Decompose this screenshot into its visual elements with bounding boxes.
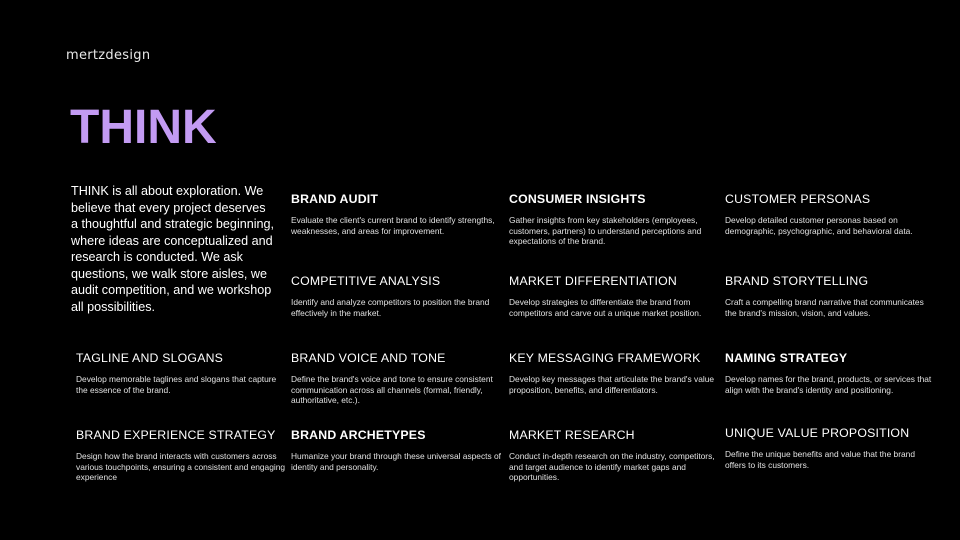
service-card-brand-archetypes [291, 428, 501, 472]
service-description: Develop names for the brand, products, or services that align with the brand's identity and positioning. [725, 374, 932, 395]
service-title: UNIQUE VALUE PROPOSITION [725, 426, 910, 440]
mertzdesign-logo: mertzdesign [66, 48, 151, 63]
service-description: Develop detailed customer personas based on demographic, psychographic, and behavioral data. [725, 215, 913, 236]
service-description: Humanize your brand through these universal aspects of identity and personality. [291, 451, 501, 472]
service-description: Evaluate the client's current brand to identify strengths, weaknesses, and areas for improvement. [291, 215, 495, 236]
service-title: BRAND AUDIT [291, 192, 379, 206]
intro-paragraph: THINK is all about exploration. We believe that every project deserves a thoughtful and strategic beginning, where ideas are conceptualized and research is conducted. We ask questions, we walk store aisles, we audit competition, and we workshop all possibilities. [71, 184, 275, 314]
service-title: CONSUMER INSIGHTS [509, 192, 646, 206]
service-description: Craft a compelling brand narrative that communicates the brand's mission, vision, and values. [725, 297, 924, 318]
service-card-market-research [509, 428, 719, 483]
service-title: BRAND STORYTELLING [725, 274, 869, 288]
service-description: Develop memorable taglines and slogans that capture the essence of the brand. [76, 374, 277, 395]
service-title: CUSTOMER PERSONAS [725, 192, 871, 206]
service-title: BRAND EXPERIENCE STRATEGY [76, 428, 276, 442]
service-card-consumer-insights [509, 192, 719, 247]
service-card-customer-personas [725, 192, 935, 236]
service-description: Gather insights from key stakeholders (employees, customers, partners) to understand perceptions and expectations of the brand. [509, 215, 702, 247]
service-description: Conduct in-depth research on the industry, competitors, and target audience to identify market gaps and opportunities. [509, 451, 715, 483]
service-card-unique-value-proposition [725, 426, 935, 470]
service-description: Define the brand's voice and tone to ensure consistent communication across all channels (formal, friendly, authoritative, etc.). [291, 374, 493, 406]
service-card-naming-strategy [725, 351, 935, 395]
service-title: BRAND VOICE AND TONE [291, 351, 446, 365]
service-title: TAGLINE AND SLOGANS [76, 351, 224, 365]
service-description: Design how the brand interacts with customers across various touchpoints, ensuring a consistent and engaging experience [76, 451, 286, 483]
service-title: NAMING STRATEGY [725, 351, 848, 365]
service-title: BRAND ARCHETYPES [291, 428, 426, 442]
service-card-tagline-slogans [76, 351, 286, 395]
service-card-brand-voice-tone [291, 351, 501, 406]
service-card-key-messaging [509, 351, 719, 395]
service-title: MARKET RESEARCH [509, 428, 635, 442]
service-title: MARKET DIFFERENTIATION [509, 274, 677, 288]
service-card-market-differentiation [509, 274, 719, 318]
service-card-brand-audit [291, 192, 501, 236]
service-title: COMPETITIVE ANALYSIS [291, 274, 441, 288]
service-description: Develop key messages that articulate the brand's value proposition, benefits, and differentiators. [509, 374, 715, 395]
service-card-competitive-analysis [291, 274, 501, 318]
page-title: THINK [70, 101, 217, 154]
service-card-brand-storytelling [725, 274, 935, 318]
service-description: Define the unique benefits and value that the brand offers to its customers. [725, 449, 915, 470]
service-description: Develop strategies to differentiate the brand from competitors and carve out a unique market position. [509, 297, 702, 318]
service-card-brand-experience [76, 428, 286, 483]
service-title: KEY MESSAGING FRAMEWORK [509, 351, 701, 365]
service-description: Identify and analyze competitors to position the brand effectively in the market. [291, 297, 490, 318]
